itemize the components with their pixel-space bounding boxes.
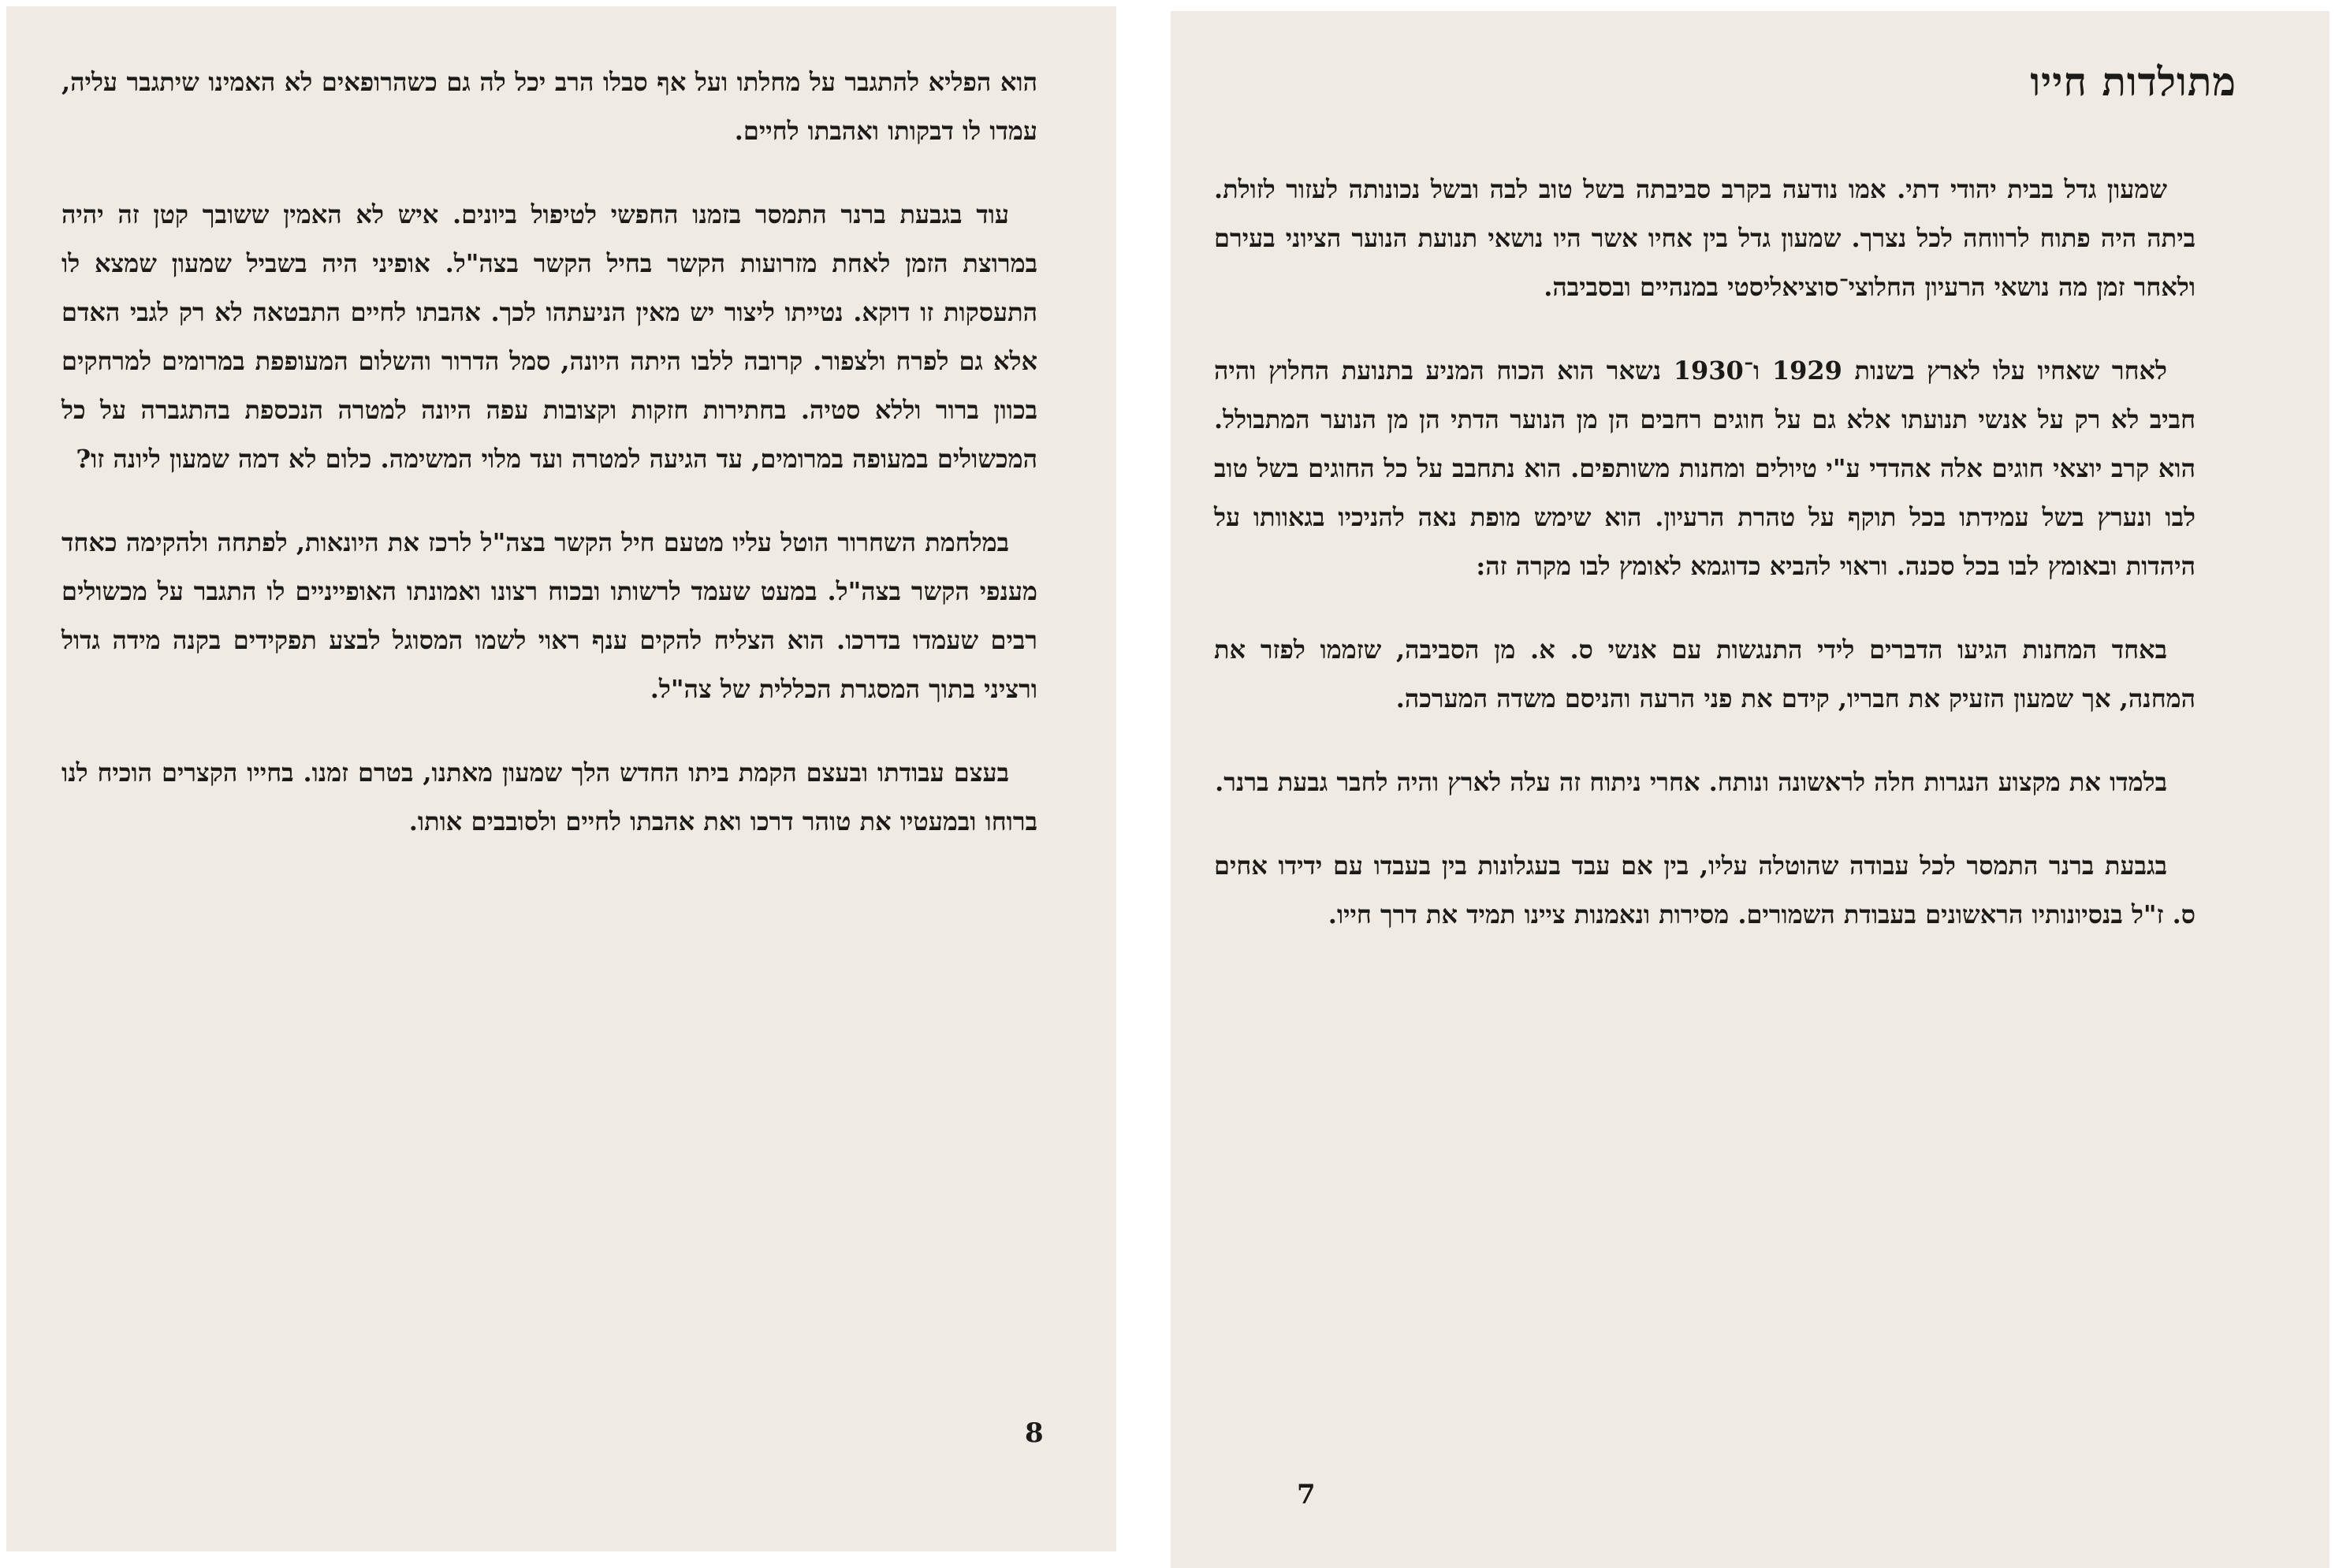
paragraph: בעצם עבודתו ובעצם הקמת ביתו החדש הלך שמעון מאתנו, בטרם זמנו. בחייו הקצרים הוכיח לנו ברוחו ובמעטיו את טוהר דרכו ואת אהבתו לחיים ולסובבים אותו.: [61, 758, 1037, 836]
paragraph: במלחמת השחרור הוטל עליו מטעם חיל הקשר בצה"ל לרכז את היונאות, לפתחה ולהקימה כאחד מענפי הקשר בצה"ל. במעט שעמד לרשותו ובכוח רצונו ואמונתו האופייניים לו התגבר על מכשולים רבים שעמדו בדרכו. הוא הצליח להקים ענף ראוי לשמו המסוגל לבצע תפקידים בקנה מידה גדול ורציני בתוך המסגרת הכללית של צה"ל.: [61, 527, 1038, 704]
paragraph: עוד בגבעת ברנר התמסר בזמנו החפשי לטיפול ביונים. איש לא האמין ששובך קטן זה יהיה במרוצת הזמן לאחת מזרועות הקשר בחיל הקשר בצה"ל. אופיני היה בשביל שמעון שמצא לו התעסקות זו דוקא. נטייתו ליצור יש מאין הניעתהו לכך. אהבתו לחיים התבטאה לא רק לגבי האדם אלא גם לפרח ולצפור. קרובה ללבו היתה היונה, סמל הדרור והשלום המעופפת במרומים למרחקים בכוון ברור וללא סטיה. בחתירות חזקות וקצובות עפה היונה למטרה הנכספת בהתגברה על כל המכשולים במעופה במרומים, עד הגיעה למטרה ועד מלוי המשימה. כלום לא דמה שמעון ליונה זו?: [61, 199, 1038, 474]
page-number: 8: [1025, 1417, 1044, 1449]
paragraph: באחד המחנות הגיעו הדברים לידי התנגשות עם אנשי ס. א. מן הסביבה, שזממו לפזר את המחנה, אך שמעון הזעיק את חבריו, קידם את פני הרעה והניסם משדה המערכה.: [1214, 635, 2195, 713]
paragraph: בלמדו את מקצוע הנגרות חלה לראשונה ונותח. אחרי ניתוח זה עלה לארץ והיה לחבר גבעת ברנר.: [1215, 767, 2167, 797]
right-page-body: [1214, 165, 2195, 974]
paragraph: לאחר שאחיו עלו לארץ בשנות 1929 ו־1930 נשאר הוא הכוח המניע בתנועת החלוץ והיה חביב לא רק על אנשי תנועתו אלא גם על חוגים רחבים הן מן הנוער הדתי הן מן הנוער המתבולל. הוא קרב יוצאי חוגים אלה אהדדי ע"י טיולים ומחנות משותפים. הוא נתחבב על כל החוגים בשל טוב לבו ונערץ בשל עמידתו בכל תוקף על טהרת הרעיון. הוא שימש מופת נאה להניכיו בגאוותו על היהדות ובאומץ לבו בכל סכנה. וראוי להביא כדוגמא לאומץ לבו מקרה זה:: [1214, 356, 2196, 581]
bleed-through-texture: [1249, 1178, 2156, 1462]
paragraph: שמעון גדל בבית יהודי דתי. אמו נודעה בקרב סביבתה בשל טוב לבה ובשל נכונותה לעזור לזולת. ביתה היה פתוח לרווחה לכל נצרך. שמעון גדל בין אחיו אשר היו נושאי תנועת הנוער הציוני בעירם ולאחר זמן מה נושאי הרעיון החלוצי־סוציאליסטי במנהיים ובסביבה.: [1214, 174, 2195, 302]
bleed-through-texture: [69, 992, 1015, 1219]
right-page: [1171, 11, 2330, 1568]
paragraph: הוא הפליא להתגבר על מחלתו ועל אף סבלו הרב יכל לה גם כשהרופאים לא האמינו שיתגבר עליה, עמדו לו דבקותו ואהבתו לחיים.: [61, 67, 1037, 146]
left-page: [6, 6, 1116, 1551]
chapter-title: מתולדות חייו: [2030, 58, 2236, 105]
paragraph: בגבעת ברנר התמסר לכל עבודה שהוטלה עליו, בין אם עבד בעגלונות בין בעבדו עם ידידו אחים ס. ז"ל בנסיונותיו הראשונים בעבודת השמורים. מסירות ונאמנות ציינו תמיד את דרך חייו.: [1214, 851, 2195, 929]
page-number: 7: [1297, 1479, 1316, 1510]
left-page-body: [61, 58, 1037, 881]
